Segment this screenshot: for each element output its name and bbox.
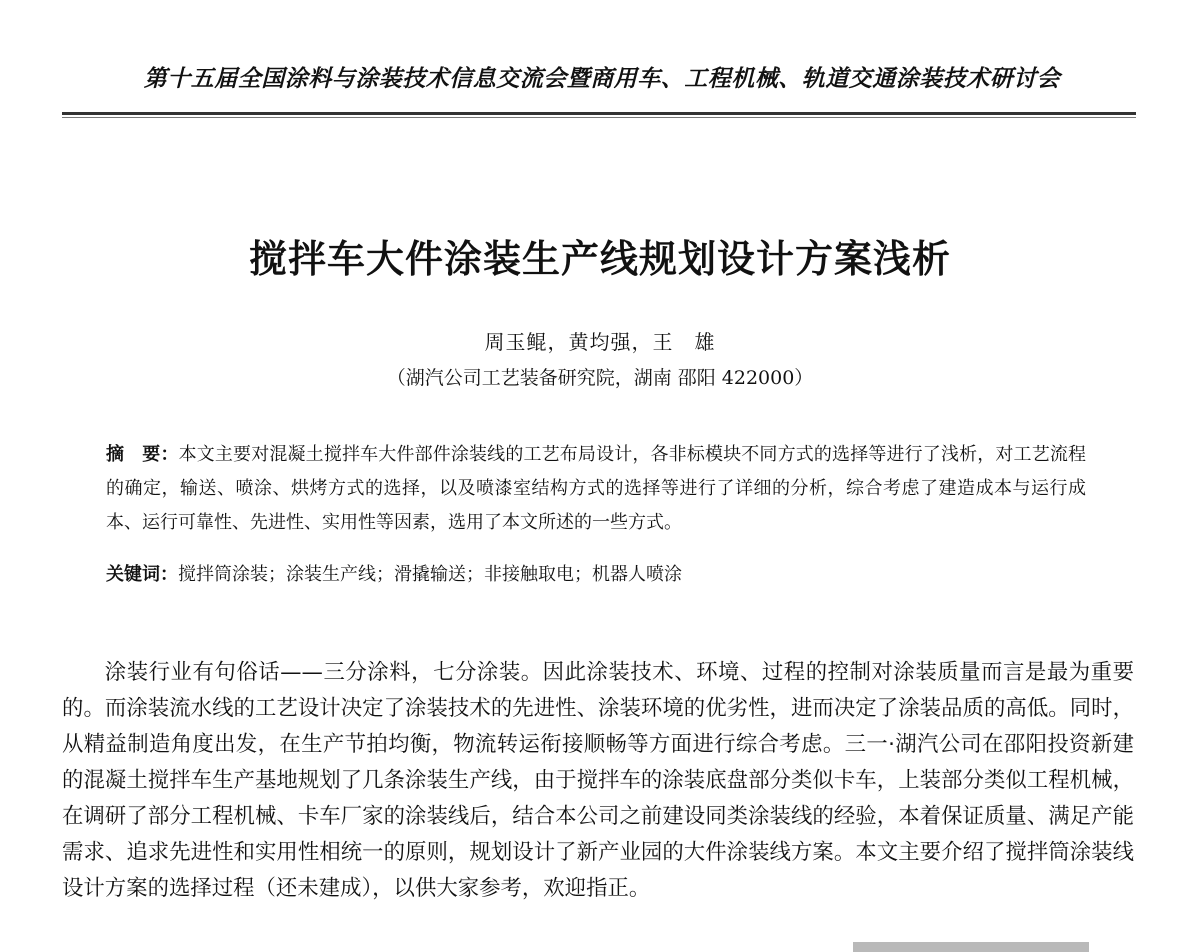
abstract (106, 438, 1086, 540)
keywords (106, 560, 1086, 590)
abstract-label: 摘 要： (106, 444, 179, 465)
figure-image (853, 942, 1089, 952)
header-rule (62, 112, 1136, 115)
keywords-label: 关键词： (106, 564, 178, 585)
author-list: 周玉鲲，黄均强，王 雄 (484, 330, 716, 354)
affiliation: （湖汽公司工艺装备研究院，湖南 邵阳 422000） (386, 367, 814, 389)
header-rule-thin (62, 117, 1136, 118)
conference-header: 第十五届全国涂料与涂装技术信息交流会暨商用车、工程机械、轨道交通涂装技术研讨会 (143, 65, 1061, 92)
body-text (62, 655, 1134, 907)
paper-title: 搅拌车大件涂装生产线规划设计方案浅析 (248, 237, 951, 281)
abstract-text: 本文主要对混凝土搅拌车大件部件涂装线的工艺布局设计，各非标模块不同方式的选择等进行了浅析，对工艺流程的确定，输送、喷涂、烘烤方式的选择，以及喷漆室结构方式的选择等进行了详细的分析，综合考虑了建造成本与运行成本、运行可靠性、先进性、实用性等因素，选用了本文所述的一些方式。 (106, 444, 1087, 533)
body-paragraph: 涂装行业有句俗话——三分涂料，七分涂装。因此涂装技术、环境、过程的控制对涂装质量而言是最为重要的。而涂装流水线的工艺设计决定了涂装技术的先进性、涂装环境的优劣性，进而决定了涂装品质的高低。同时，从精益制造角度出发，在生产节拍均衡，物流转运衔接顺畅等方面进行综合考虑。三一·湖汽公司在邵阳投资新建的混凝土搅拌车生产基地规划了几条涂装生产线，由于搅拌车的涂装底盘部分类似卡车，上装部分类似工程机械，在调研了部分工程机械、卡车厂家的涂装线后，结合本公司之前建设同类涂装线的经验，本着保证质量、满足产能需求、追求先进性和实用性相统一的原则，规划设计了新产业园的大件涂装线方案。本文主要介绍了搅拌筒涂装线设计方案的选择过程（还未建成），以供大家参考，欢迎指正。 (62, 660, 1134, 901)
keywords-text: 搅拌筒涂装；涂装生产线；滑撬输送；非接触取电；机器人喷涂 (178, 564, 682, 585)
